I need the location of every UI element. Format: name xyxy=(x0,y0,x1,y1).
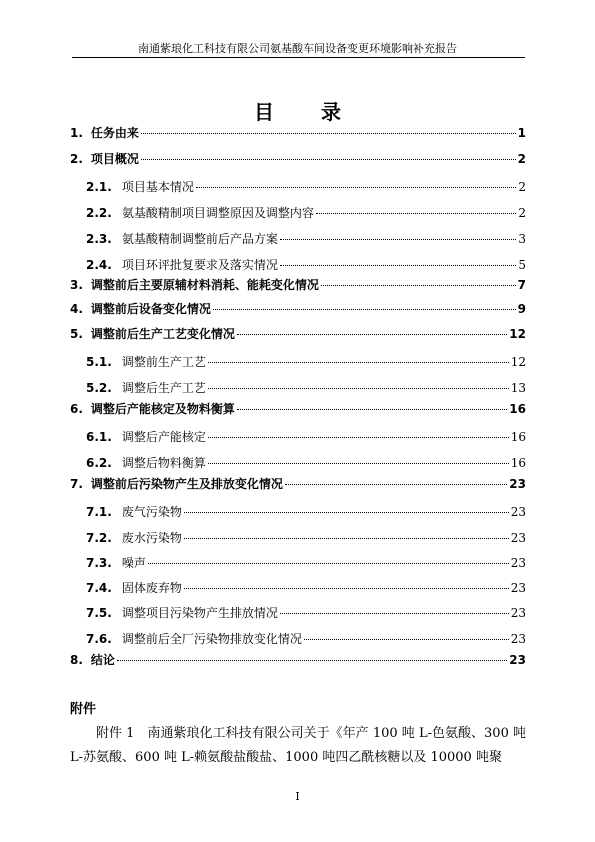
toc-leader xyxy=(208,388,509,389)
toc-entry[interactable] xyxy=(70,230,526,246)
running-header: 南通紫琅化工科技有限公司氨基酸车间设备变更环境影响补充报告 xyxy=(138,42,457,55)
header-rule xyxy=(72,57,525,58)
toc-leader xyxy=(280,613,509,614)
toc-entry-text: 调整前后设备变化情况 xyxy=(90,302,211,316)
toc-leader xyxy=(321,285,516,286)
toc-entry[interactable] xyxy=(70,124,526,140)
toc-leader xyxy=(208,437,509,438)
toc-entry-page: 2 xyxy=(517,152,526,166)
toc-leader xyxy=(148,563,509,564)
toc-entry[interactable] xyxy=(70,454,526,470)
toc-entry[interactable] xyxy=(70,150,526,166)
toc-entry-page: 16 xyxy=(510,456,526,470)
toc-entry[interactable] xyxy=(70,204,526,220)
toc-entry-text: 调整后产能核定 xyxy=(121,430,206,444)
toc-entry[interactable] xyxy=(70,630,526,646)
annex-paragraph: 附件 1 南通紫琅化工科技有限公司关于《年产 100 吨 L-色氨酸、300 吨 L-苏氨酸、600 吨 L-赖氨酸盐酸盐、1000 吨四乙酰核糖以及 10000 吨聚 xyxy=(70,726,526,765)
toc-entry-text: 项目环评批复要求及落实情况 xyxy=(121,258,278,272)
toc-entry-number: 5.2. xyxy=(86,381,112,395)
toc-entry-page: 23 xyxy=(509,653,526,667)
page-number: I xyxy=(295,790,300,803)
toc-entry[interactable] xyxy=(70,651,526,667)
toc-entry-text: 调整项目污染物产生排放情况 xyxy=(121,606,278,620)
toc-entry-text: 调整前后全厂污染物排放变化情况 xyxy=(121,632,302,646)
toc-leader xyxy=(237,409,507,410)
toc-entry-page: 23 xyxy=(509,477,526,491)
toc-entry[interactable] xyxy=(70,475,526,491)
toc-entry-number: 7.1. xyxy=(86,505,112,519)
toc-leader xyxy=(285,484,507,485)
toc-entry-text: 废水污染物 xyxy=(121,531,182,545)
toc-leader xyxy=(280,265,517,266)
toc-entry-number: 7. xyxy=(70,477,83,491)
toc-entry[interactable] xyxy=(70,353,526,369)
toc-leader xyxy=(213,309,516,310)
toc-entry-page: 12 xyxy=(510,355,526,369)
toc-entry-page: 23 xyxy=(510,556,526,570)
toc-entry-page: 16 xyxy=(509,402,526,416)
toc-entry-text: 调整前后污染物产生及排放变化情况 xyxy=(90,477,283,491)
toc-entry-text: 调整前后生产工艺变化情况 xyxy=(90,327,235,341)
toc-entry[interactable] xyxy=(70,256,526,272)
toc-leader xyxy=(208,362,509,363)
toc-entry-page: 13 xyxy=(510,381,526,395)
toc-entry[interactable] xyxy=(70,325,526,341)
toc-entry-page: 1 xyxy=(517,126,526,140)
toc-entry-number: 2.2. xyxy=(86,206,112,220)
toc-entry[interactable] xyxy=(70,579,526,595)
toc-entry-number: 1. xyxy=(70,126,83,140)
toc-entry-text: 调整前后主要原辅材料消耗、能耗变化情况 xyxy=(90,278,319,292)
toc-entry-number: 6.2. xyxy=(86,456,112,470)
toc-entry-text: 噪声 xyxy=(121,556,146,570)
toc-entry-text: 项目概况 xyxy=(90,152,139,166)
toc-leader xyxy=(184,538,509,539)
toc-entry-text: 氨基酸精制项目调整原因及调整内容 xyxy=(121,206,314,220)
toc-entry-text: 固体废弃物 xyxy=(121,581,182,595)
toc-entry-page: 16 xyxy=(510,430,526,444)
toc-leader xyxy=(141,159,516,160)
toc-entry[interactable] xyxy=(70,503,526,519)
toc-leader xyxy=(280,239,517,240)
toc-entry[interactable] xyxy=(70,300,526,316)
toc-entry[interactable] xyxy=(70,379,526,395)
toc-entry-page: 23 xyxy=(510,531,526,545)
toc-entry-text: 废气污染物 xyxy=(121,505,182,519)
toc-entry-number: 7.5. xyxy=(86,606,112,620)
toc-entry-page: 9 xyxy=(517,302,526,316)
toc-entry-page: 5 xyxy=(518,258,526,272)
toc-entry[interactable] xyxy=(70,276,526,292)
toc-entry-number: 6. xyxy=(70,402,83,416)
toc-entry-number: 2.3. xyxy=(86,232,112,246)
toc-entry[interactable] xyxy=(70,554,526,570)
annex-heading: 附件 xyxy=(70,702,97,717)
toc-entry-number: 6.1. xyxy=(86,430,112,444)
toc-leader xyxy=(184,588,509,589)
toc-entry-text: 任务由来 xyxy=(90,126,139,140)
toc-leader xyxy=(237,334,507,335)
toc-entry-page: 23 xyxy=(510,505,526,519)
toc-entry-text: 调整后物料衡算 xyxy=(121,456,206,470)
toc-entry-text: 项目基本情况 xyxy=(121,180,194,194)
toc-entry-page: 23 xyxy=(510,606,526,620)
toc-leader xyxy=(141,133,516,134)
toc-entry-page: 12 xyxy=(509,327,526,341)
toc-entry-number: 3. xyxy=(70,278,83,292)
toc-leader xyxy=(196,187,517,188)
toc-entry-page: 23 xyxy=(510,632,526,646)
toc-entry-number: 8. xyxy=(70,653,83,667)
toc-entry-text: 调整后生产工艺 xyxy=(121,381,206,395)
toc-entry-number: 2.4. xyxy=(86,258,112,272)
toc-entry[interactable] xyxy=(70,529,526,545)
toc-entry-text: 结论 xyxy=(90,653,115,667)
toc-entry-number: 5. xyxy=(70,327,83,341)
toc-leader xyxy=(117,660,507,661)
toc-leader xyxy=(208,463,509,464)
toc-leader xyxy=(184,512,509,513)
toc-title: 目 录 xyxy=(254,100,361,124)
toc-entry-number: 7.4. xyxy=(86,581,112,595)
toc-entry[interactable] xyxy=(70,400,526,416)
toc-entry-text: 调整后产能核定及物料衡算 xyxy=(90,402,235,416)
toc-entry-text: 调整前生产工艺 xyxy=(121,355,206,369)
toc-entry[interactable] xyxy=(70,604,526,620)
toc-entry[interactable] xyxy=(70,428,526,444)
toc-entry-page: 2 xyxy=(518,180,526,194)
toc-entry-page: 7 xyxy=(517,278,526,292)
toc-leader xyxy=(304,639,509,640)
toc-entry-text: 氨基酸精制调整前后产品方案 xyxy=(121,232,278,246)
toc-entry-number: 4. xyxy=(70,302,83,316)
toc-entry-page: 3 xyxy=(518,232,526,246)
toc-entry-page: 23 xyxy=(510,581,526,595)
toc-leader xyxy=(316,213,517,214)
toc-entry-number: 2.1. xyxy=(86,180,112,194)
toc-entry-number: 7.2. xyxy=(86,531,112,545)
toc-entry-number: 5.1. xyxy=(86,355,112,369)
toc-entry[interactable] xyxy=(70,178,526,194)
toc-entry-number: 7.6. xyxy=(86,632,112,646)
toc-entry-number: 2. xyxy=(70,152,83,166)
toc-entry-page: 2 xyxy=(518,206,526,220)
toc-entry-number: 7.3. xyxy=(86,556,112,570)
